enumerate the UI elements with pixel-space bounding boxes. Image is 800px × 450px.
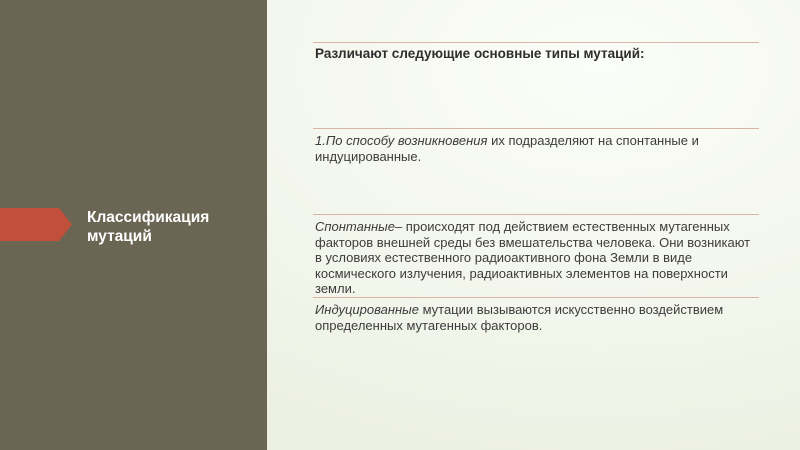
item-term: Индуцированные	[315, 302, 419, 317]
list-item	[315, 133, 759, 164]
item-text: мутации вызываются искусственно воздействием определенных мутагенных факторов.	[315, 302, 724, 333]
list-item	[315, 219, 759, 297]
arrow-marker-icon	[0, 208, 72, 241]
content-area	[313, 0, 759, 450]
content-heading: Различают следующие основные типы мутаций:	[315, 46, 645, 61]
item-text: – происходят под действием естественных мутагенных факторов внешней среды без вмешательства человека. Они возникают в условиях естественного радиоактивного фона Земли в виде космического излучения, радиоактивных элементов на поверхности земли.	[315, 219, 751, 296]
divider	[313, 128, 759, 129]
item-term: 1.По способу возникновения	[315, 133, 488, 148]
section-title: Классификация мутаций	[87, 209, 210, 245]
item-term: Спонтанные	[315, 219, 395, 234]
list-item	[315, 302, 759, 333]
divider	[313, 297, 759, 298]
sidebar-panel	[0, 0, 267, 450]
divider	[313, 214, 759, 215]
item-text: их подразделяют на спонтанные и индуцированные.	[315, 133, 699, 164]
divider	[313, 42, 759, 43]
